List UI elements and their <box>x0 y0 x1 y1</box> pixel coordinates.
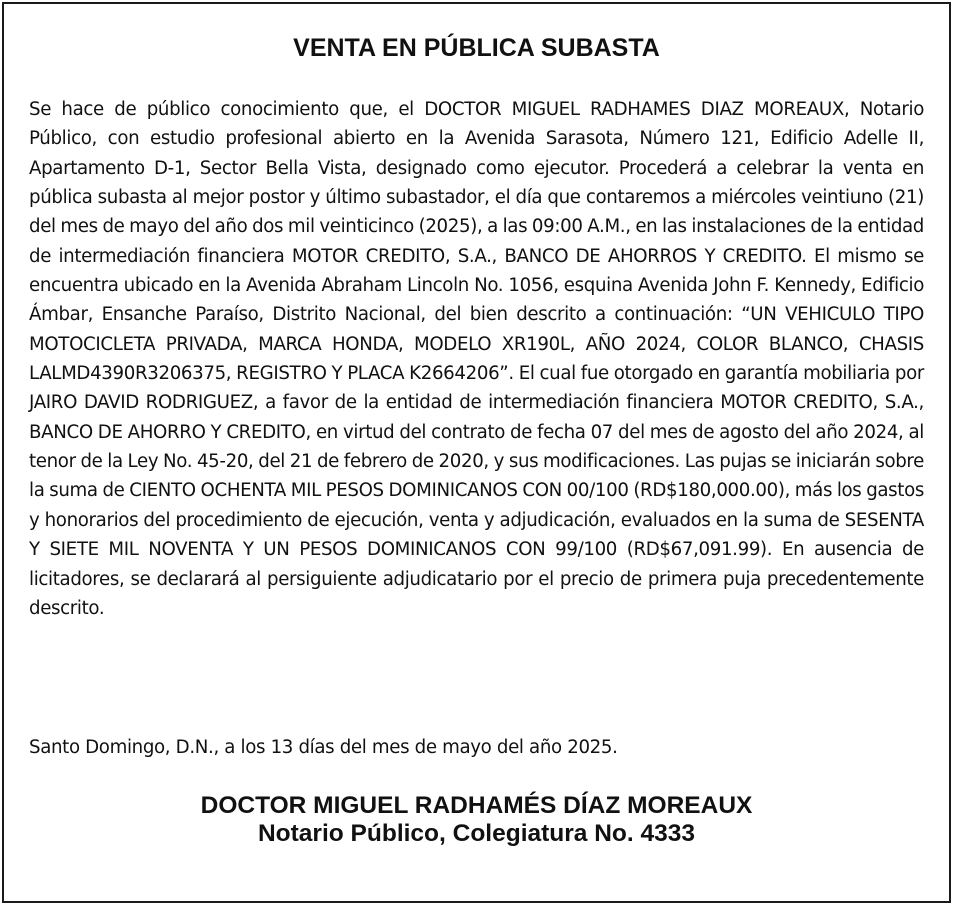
signer-name: DOCTOR MIGUEL RADHAMÉS DÍAZ MOREAUX <box>200 792 753 819</box>
signature-block <box>4 792 949 848</box>
notice-body: Se hace de público conocimiento que, el DOCTOR MIGUEL RADHAMES DIAZ MOREAUX, Notario Público, con estudio profesional abierto en la Avenida Sarasota, Número 121, Edificio Adelle II, Apartamento D-1, Sector Bella Vista, designado como ejecutor. Procederá a celebrar la venta en pública subasta al mejor postor y último subastador, el día que contaremos a miércoles veintiuno (21) del mes de mayo del año dos mil veinticinco (2025), a las 09:00 A.M., en las instalaciones de la entidad de intermediación financiera MOTOR CREDITO, S.A., BANCO DE AHORROS Y CREDITO. El mismo se encuentra ubicado en la Avenida Abraham Lincoln No. 1056, esquina Avenida John F. Kennedy, Edificio Ámbar, Ensanche Paraíso, Distrito Nacional, del bien descrito a continuación: “UN VEHICULO TIPO MOTOCICLETA PRIVADA, MARCA HONDA, MODELO XR190L, AÑO 2024, COLOR BLANCO, CHASIS LALMD4390R3206375, REGISTRO Y PLACA K2664206”. El cual fue otorgado en garantía mobiliaria por JAIRO DAVID RODRIGUEZ, a favor de la entidad de intermediación financiera MOTOR CREDITO, S.A., BANCO DE AHORRO Y CREDITO, en virtud del contrato de fecha 07 del mes de agosto del año 2024, al tenor de la Ley No. 45-20, del 21 de febrero de 2020, y sus modificaciones. Las pujas se iniciarán sobre la suma de CIENTO OCHENTA MIL PESOS DOMINICANOS CON 00/100 (RD$180,000.00), más los gastos y honorarios del procedimiento de ejecución, venta y adjudicación, evaluados en la suma de SESENTA Y SIETE MIL NOVENTA Y UN PESOS DOMINICANOS CON 99/100 (RD$67,091.99). En ausencia de licitadores, se declarará al persiguiente adjudicatario por el precio de primera puja precedentemente descrito. <box>29 99 924 619</box>
notice-title: VENTA EN PÚBLICA SUBASTA <box>293 34 660 62</box>
auction-notice <box>2 2 951 903</box>
signer-title: Notario Público, Colegiatura No. 4333 <box>257 820 695 847</box>
place-and-date: Santo Domingo, D.N., a los 13 días del mes de mayo del año 2025. <box>29 737 618 758</box>
